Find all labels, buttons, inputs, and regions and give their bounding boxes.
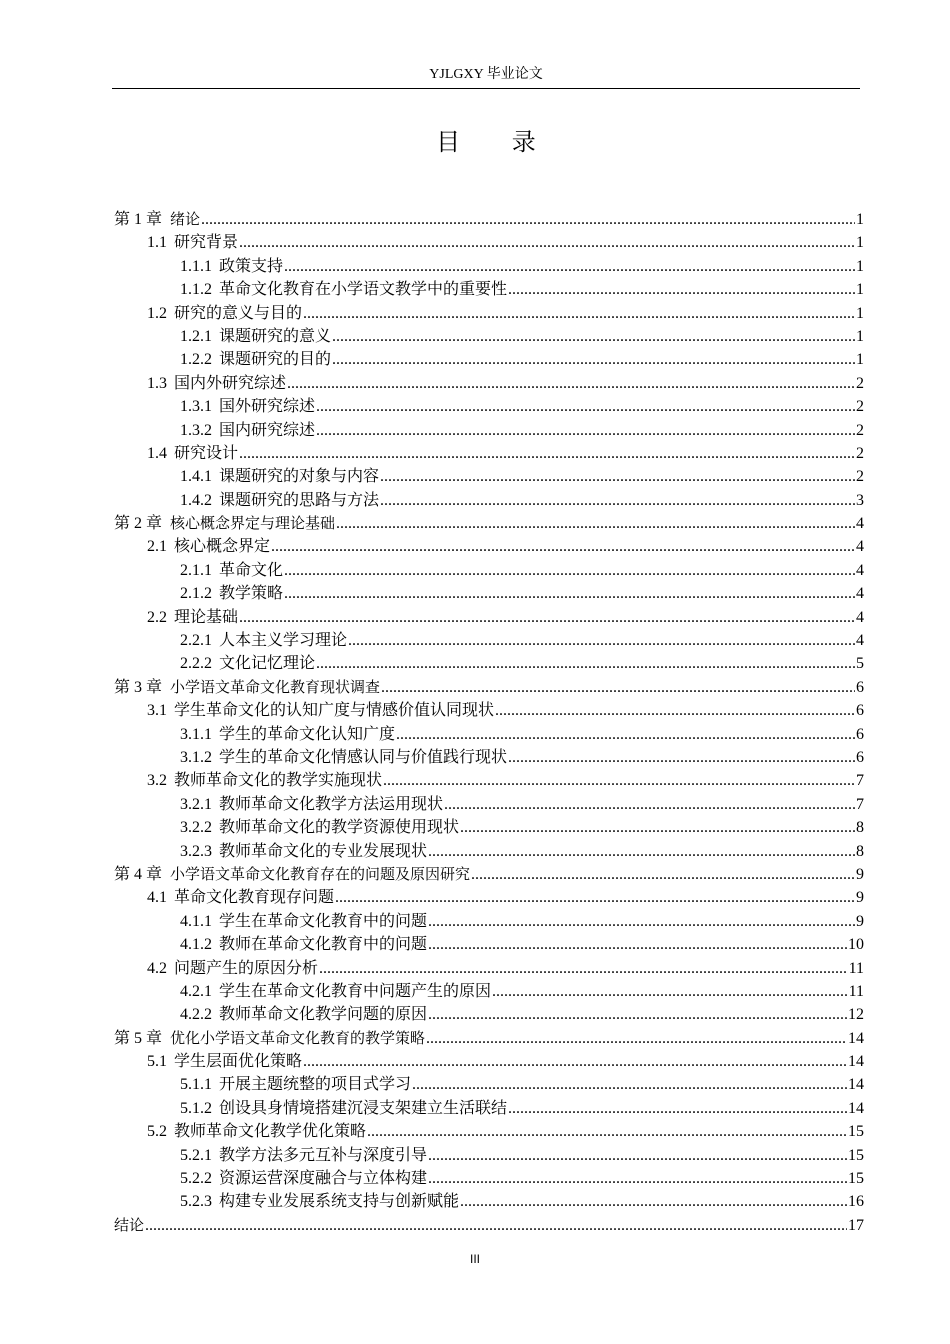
toc-entry[interactable] — [114, 208, 864, 231]
toc-entry-number: 第 1 章 — [114, 211, 163, 228]
toc-entry-page: 8 — [856, 842, 864, 860]
toc-entry-number: 4.1 — [147, 889, 167, 907]
toc-entry-number: 5.2.3 — [180, 1193, 212, 1211]
toc-entry-page: 6 — [856, 725, 864, 743]
toc-entry-title: 学生在革命文化教育中的问题 — [219, 912, 428, 930]
toc-entry-number: 第 4 章 — [114, 865, 163, 883]
toc-entry-page: 2 — [856, 468, 864, 486]
toc-dot-leader — [508, 746, 855, 769]
toc-entry-number: 5.1 — [147, 1053, 167, 1071]
toc-entry-title: 学生层面优化策略 — [174, 1053, 303, 1071]
toc-dot-leader — [428, 840, 855, 863]
toc-entry-page: 1 — [856, 257, 864, 275]
toc-entry[interactable] — [114, 606, 864, 629]
toc-entry-number: 1.1 — [147, 234, 167, 252]
toc-entry-title: 革命文化教育在小学语文教学中的重要性 — [219, 281, 508, 299]
toc-entry[interactable] — [114, 652, 864, 675]
toc-entry[interactable] — [114, 278, 864, 301]
toc-entry-title: 人本主义学习理论 — [219, 632, 348, 650]
toc-entry[interactable] — [114, 1073, 864, 1096]
toc-entry-page: 5 — [856, 655, 864, 673]
toc-entry-number: 第 5 章 — [114, 1029, 163, 1047]
toc-entry-number: 1.2.1 — [180, 327, 212, 345]
toc-entry[interactable] — [114, 489, 864, 512]
toc-entry-number: 2.2.2 — [180, 655, 212, 673]
toc-entry-number: 4.1.2 — [180, 936, 212, 954]
toc-entry-page: 1 — [856, 234, 864, 252]
toc-dot-leader — [271, 535, 855, 558]
toc-entry-page: 1 — [856, 351, 864, 369]
toc-entry-number: 1.3 — [147, 374, 167, 392]
toc-entry-number: 4.2 — [147, 959, 167, 977]
toc-entry[interactable] — [114, 629, 864, 652]
toc-entry-page: 3 — [856, 491, 864, 509]
toc-entry-number: 1.4 — [147, 444, 167, 462]
toc-entry-number: 2.2.1 — [180, 632, 212, 650]
toc-entry[interactable] — [114, 302, 864, 325]
page-number: III — [469, 1252, 480, 1266]
toc-dot-leader — [319, 957, 848, 980]
toc-entry-page: 1 — [856, 327, 864, 345]
toc-entry-number: 3.2.1 — [180, 795, 212, 813]
toc-entry[interactable] — [114, 699, 864, 722]
toc-entry-number: 3.2.3 — [180, 842, 212, 860]
toc-dot-leader — [316, 652, 855, 675]
toc-entry[interactable] — [114, 1027, 864, 1050]
toc-entry-title: 学生在革命文化教育中问题产生的原因 — [219, 982, 492, 1000]
toc-dot-leader — [303, 302, 855, 325]
toc-entry-title: 教师革命文化的专业发展现状 — [219, 842, 428, 860]
toc-entry-title: 研究设计 — [174, 444, 239, 462]
toc-entry-page: 4 — [856, 561, 864, 579]
toc-entry[interactable] — [114, 1097, 864, 1120]
toc-dot-leader — [201, 208, 855, 231]
toc-dot-leader — [287, 372, 855, 395]
toc-entry-number: 1.2.2 — [180, 351, 212, 369]
toc-entry[interactable] — [114, 957, 864, 980]
toc-title: 目 录 — [436, 128, 558, 156]
toc-entry-page: 9 — [856, 912, 864, 930]
toc-entry-page: 4 — [856, 515, 864, 533]
toc-entry[interactable] — [114, 465, 864, 488]
toc-entry-page: 2 — [856, 421, 864, 439]
toc-entry[interactable] — [114, 325, 864, 348]
toc-entry-number: 4.2.2 — [180, 1006, 212, 1024]
toc-entry-number: 1.1.1 — [180, 257, 212, 275]
toc-entry-page: 9 — [856, 865, 864, 883]
toc-entry-number: 3.1.2 — [180, 748, 212, 766]
toc-entry-page: 4 — [856, 538, 864, 556]
toc-entry-title: 研究的意义与目的 — [174, 304, 303, 322]
toc-entry[interactable] — [114, 231, 864, 254]
toc-dot-leader — [428, 910, 855, 933]
toc-entry-number: 4.1.1 — [180, 912, 212, 930]
toc-entry-title: 国外研究综述 — [219, 398, 316, 416]
toc-entry-page: 6 — [856, 748, 864, 766]
toc-entry-page: 2 — [856, 398, 864, 416]
toc-entry-page: 10 — [848, 936, 864, 954]
toc-entry-page: 8 — [856, 819, 864, 837]
toc-entry-number: 第 2 章 — [114, 515, 163, 533]
toc-dot-leader — [284, 559, 855, 582]
toc-dot-leader — [495, 699, 855, 722]
toc-entry-number: 2.1.1 — [180, 561, 212, 579]
toc-entry-number: 1.2 — [147, 304, 167, 322]
toc-entry[interactable] — [114, 255, 864, 278]
table-of-contents — [114, 208, 864, 1237]
toc-entry-title: 学生的革命文化认知广度 — [219, 725, 396, 743]
toc-entry-title: 教师革命文化教学问题的原因 — [219, 1006, 428, 1024]
toc-entry-title: 教学策略 — [219, 585, 284, 603]
toc-entry[interactable] — [114, 840, 864, 863]
toc-entry-title: 创设具身情境搭建沉浸支架建立生活联结 — [219, 1099, 508, 1117]
toc-entry[interactable] — [114, 863, 864, 886]
toc-entry-number: 5.2.2 — [180, 1170, 212, 1188]
toc-entry-title: 教师革命文化教学优化策略 — [174, 1123, 367, 1141]
toc-entry-title: 教师革命文化的教学资源使用现状 — [219, 819, 460, 837]
toc-entry-number: 5.1.2 — [180, 1099, 212, 1117]
toc-entry[interactable] — [114, 1144, 864, 1167]
toc-entry-title: 教师在革命文化教育中的问题 — [219, 936, 428, 954]
toc-dot-leader — [460, 1190, 847, 1213]
toc-entry[interactable] — [114, 1003, 864, 1026]
toc-entry-title: 研究背景 — [174, 234, 239, 252]
toc-entry-page: 15 — [848, 1170, 864, 1188]
toc-entry[interactable] — [114, 582, 864, 605]
toc-dot-leader — [508, 1097, 847, 1120]
toc-dot-leader — [380, 465, 855, 488]
toc-dot-leader — [145, 1214, 847, 1237]
toc-entry-page: 14 — [848, 1053, 864, 1071]
toc-entry[interactable] — [114, 535, 864, 558]
toc-dot-leader — [239, 606, 855, 629]
toc-entry-title: 优化小学语文革命文化教育的教学策略 — [170, 1028, 426, 1047]
toc-dot-leader — [239, 442, 855, 465]
toc-entry[interactable] — [114, 1120, 864, 1143]
toc-entry-title: 绪论 — [170, 210, 201, 228]
toc-dot-leader — [383, 769, 855, 792]
toc-entry[interactable] — [114, 372, 864, 395]
toc-entry[interactable] — [114, 1050, 864, 1073]
toc-entry-title: 课题研究的对象与内容 — [219, 468, 380, 486]
toc-dot-leader — [426, 1027, 847, 1050]
toc-entry-page: 11 — [848, 982, 864, 1000]
toc-entry-title: 小学语文革命文化教育现状调查 — [170, 677, 381, 696]
toc-entry-title: 革命文化教育现存问题 — [174, 889, 335, 907]
toc-entry-title: 革命文化 — [219, 561, 284, 579]
toc-entry-title: 核心概念界定与理论基础 — [170, 514, 336, 533]
toc-entry[interactable] — [114, 442, 864, 465]
toc-entry-number: 3.1 — [147, 702, 167, 720]
toc-entry[interactable] — [114, 419, 864, 442]
toc-entry-page: 1 — [856, 304, 864, 322]
toc-entry-title: 教学方法多元互补与深度引导 — [219, 1146, 428, 1164]
toc-dot-leader — [508, 278, 855, 301]
page-header: YJLGXY 毕业论文 — [112, 62, 860, 89]
toc-entry-number: 1.1.2 — [180, 281, 212, 299]
toc-entry-title: 理论基础 — [174, 608, 239, 626]
toc-entry[interactable] — [114, 676, 864, 699]
toc-entry[interactable] — [114, 980, 864, 1003]
toc-entry-title: 文化记忆理论 — [219, 655, 316, 673]
toc-entry-title: 政策支持 — [219, 257, 284, 275]
toc-entry[interactable] — [114, 723, 864, 746]
toc-dot-leader — [428, 1167, 847, 1190]
toc-entry-page: 17 — [848, 1216, 864, 1234]
toc-entry[interactable] — [114, 559, 864, 582]
toc-entry-page: 14 — [848, 1099, 864, 1117]
toc-entry-number: 5.2 — [147, 1123, 167, 1141]
toc-entry-title: 结论 — [114, 1215, 145, 1234]
toc-dot-leader — [428, 1003, 847, 1026]
toc-dot-leader — [460, 816, 855, 839]
toc-entry-title: 课题研究的目的 — [219, 351, 332, 369]
toc-entry[interactable] — [114, 1190, 864, 1213]
toc-entry-page: 2 — [856, 374, 864, 392]
toc-dot-leader — [316, 395, 855, 418]
toc-entry[interactable] — [114, 816, 864, 839]
toc-entry-page: 11 — [848, 959, 864, 977]
toc-dot-leader — [380, 489, 855, 512]
toc-entry-page: 9 — [856, 889, 864, 907]
toc-entry[interactable] — [114, 910, 864, 933]
toc-entry-title: 小学语文革命文化教育存在的问题及原因研究 — [170, 864, 471, 883]
toc-dot-leader — [492, 980, 848, 1003]
toc-entry-number: 3.1.1 — [180, 725, 212, 743]
toc-entry-page: 4 — [856, 608, 864, 626]
toc-dot-leader — [332, 325, 855, 348]
toc-entry-page: 4 — [856, 632, 864, 650]
toc-entry-page: 6 — [856, 702, 864, 720]
toc-entry-title: 课题研究的思路与方法 — [219, 491, 380, 509]
toc-entry[interactable] — [114, 886, 864, 909]
toc-entry-title: 学生革命文化的认知广度与情感价值认同现状 — [174, 702, 495, 720]
toc-dot-leader — [303, 1050, 847, 1073]
toc-entry-title: 教师革命文化教学方法运用现状 — [219, 795, 444, 813]
toc-entry-page: 7 — [856, 795, 864, 813]
toc-entry[interactable] — [114, 793, 864, 816]
toc-dot-leader — [444, 793, 855, 816]
toc-dot-leader — [412, 1073, 847, 1096]
toc-entry-number: 4.2.1 — [180, 982, 212, 1000]
toc-entry[interactable] — [114, 348, 864, 371]
toc-dot-leader — [348, 629, 855, 652]
toc-entry-title: 资源运营深度融合与立体构建 — [219, 1170, 428, 1188]
toc-entry-number: 5.1.1 — [180, 1076, 212, 1094]
toc-entry-number: 1.4.2 — [180, 491, 212, 509]
toc-entry-page: 4 — [856, 585, 864, 603]
toc-dot-leader — [332, 348, 855, 371]
toc-entry-page: 14 — [848, 1076, 864, 1094]
toc-entry[interactable] — [114, 512, 864, 535]
toc-entry-title: 核心概念界定 — [174, 538, 271, 556]
toc-entry-number: 5.2.1 — [180, 1146, 212, 1164]
toc-entry-page: 15 — [848, 1123, 864, 1141]
toc-entry[interactable] — [114, 1167, 864, 1190]
toc-dot-leader — [381, 676, 855, 699]
toc-dot-leader — [428, 1144, 847, 1167]
toc-dot-leader — [335, 886, 855, 909]
toc-entry-page: 12 — [848, 1006, 864, 1024]
toc-entry-title: 构建专业发展系统支持与创新赋能 — [219, 1193, 460, 1211]
toc-dot-leader — [284, 582, 855, 605]
toc-dot-leader — [284, 255, 855, 278]
toc-entry-title: 开展主题统整的项目式学习 — [219, 1076, 412, 1094]
toc-dot-leader — [316, 419, 855, 442]
toc-entry-number: 2.2 — [147, 608, 167, 626]
toc-entry-number: 1.4.1 — [180, 468, 212, 486]
toc-entry-number: 第 3 章 — [114, 678, 163, 696]
toc-entry-title: 问题产生的原因分析 — [174, 959, 319, 977]
toc-entry-page: 1 — [856, 281, 864, 299]
toc-entry[interactable] — [114, 746, 864, 769]
toc-entry-title: 教师革命文化的教学实施现状 — [174, 772, 383, 790]
toc-entry-title: 国内研究综述 — [219, 421, 316, 439]
toc-entry[interactable] — [114, 769, 864, 792]
toc-entry-number: 3.2.2 — [180, 819, 212, 837]
toc-entry-page: 1 — [856, 211, 864, 228]
toc-entry-title: 国内外研究综述 — [174, 374, 287, 392]
toc-dot-leader — [336, 512, 855, 535]
toc-entry[interactable] — [114, 933, 864, 956]
toc-entry-page: 15 — [848, 1146, 864, 1164]
toc-dot-leader — [471, 863, 855, 886]
toc-entry-title: 课题研究的意义 — [219, 327, 332, 345]
toc-entry-number: 1.3.2 — [180, 421, 212, 439]
toc-entry-page: 6 — [856, 678, 864, 696]
toc-entry-number: 2.1 — [147, 538, 167, 556]
toc-entry[interactable] — [114, 395, 864, 418]
toc-entry-number: 1.3.1 — [180, 398, 212, 416]
toc-entry-page: 14 — [848, 1029, 864, 1047]
toc-entry-number: 2.1.2 — [180, 585, 212, 603]
toc-entry-page: 2 — [856, 444, 864, 462]
toc-dot-leader — [428, 933, 847, 956]
toc-entry-number: 3.2 — [147, 772, 167, 790]
toc-entry[interactable] — [114, 1214, 864, 1237]
toc-entry-title: 学生的革命文化情感认同与价值践行现状 — [219, 748, 508, 766]
toc-entry-page: 7 — [856, 772, 864, 790]
toc-dot-leader — [367, 1120, 847, 1143]
toc-entry-page: 16 — [848, 1193, 864, 1211]
toc-dot-leader — [239, 231, 855, 254]
toc-dot-leader — [396, 723, 855, 746]
